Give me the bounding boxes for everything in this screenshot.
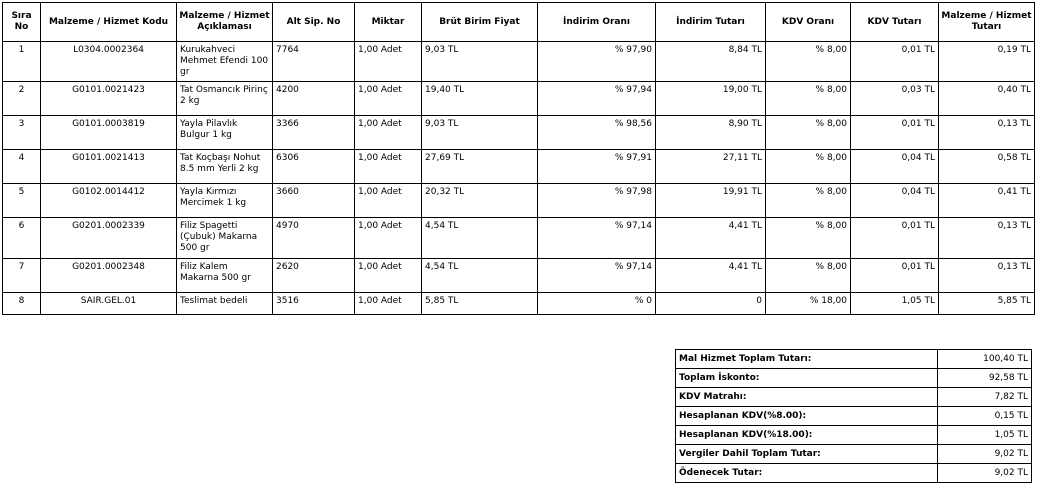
cell-kdv-tutar: 0,01 TL xyxy=(851,116,939,150)
cell-brut: 5,85 TL xyxy=(422,293,538,315)
cell-kdv-tutar: 0,04 TL xyxy=(851,184,939,218)
header-ind-tutar: İndirim Tutarı xyxy=(656,3,766,42)
cell-aciklama: Teslimat bedeli xyxy=(177,293,273,315)
totals-value: 9,02 TL xyxy=(938,464,1032,483)
table-header-row xyxy=(3,3,1035,42)
cell-kdv-oran: % 8,00 xyxy=(766,82,851,116)
totals-value: 100,40 TL xyxy=(938,350,1032,369)
cell-ind-tutar: 4,41 TL xyxy=(656,259,766,293)
header-alt-sip: Alt Sip. No xyxy=(273,3,355,42)
table-row xyxy=(3,42,1035,82)
cell-ind-oran: % 97,14 xyxy=(538,259,656,293)
totals-label: Toplam İskonto: xyxy=(676,369,938,388)
header-ind-oran: İndirim Oranı xyxy=(538,3,656,42)
header-sira: Sıra No xyxy=(3,3,41,42)
cell-ind-tutar: 0 xyxy=(656,293,766,315)
cell-aciklama: Tat Osmancık Pirinç 2 kg xyxy=(177,82,273,116)
totals-row xyxy=(676,369,1032,388)
totals-value: 7,82 TL xyxy=(938,388,1032,407)
cell-alt-sip: 6306 xyxy=(273,150,355,184)
cell-kod: L0304.0002364 xyxy=(41,42,177,82)
cell-alt-sip: 2620 xyxy=(273,259,355,293)
header-kdv-oran: KDV Oranı xyxy=(766,3,851,42)
totals-row xyxy=(676,388,1032,407)
cell-alt-sip: 4200 xyxy=(273,82,355,116)
cell-aciklama: Tat Koçbaşı Nohut 8.5 mm Yerli 2 kg xyxy=(177,150,273,184)
cell-ind-tutar: 19,91 TL xyxy=(656,184,766,218)
totals-row xyxy=(676,426,1032,445)
header-aciklama: Malzeme / Hizmet Açıklaması xyxy=(177,3,273,42)
cell-aciklama: Yayla Pilavlık Bulgur 1 kg xyxy=(177,116,273,150)
cell-kdv-oran: % 8,00 xyxy=(766,184,851,218)
table-row xyxy=(3,259,1035,293)
cell-ind-tutar: 8,84 TL xyxy=(656,42,766,82)
cell-kdv-oran: % 8,00 xyxy=(766,150,851,184)
cell-ind-oran: % 97,14 xyxy=(538,218,656,259)
invoice-items-table xyxy=(2,2,1035,315)
cell-alt-sip: 4970 xyxy=(273,218,355,259)
cell-brut: 4,54 TL xyxy=(422,218,538,259)
cell-kdv-tutar: 0,01 TL xyxy=(851,42,939,82)
cell-aciklama: Yayla Kırmızı Mercimek 1 kg xyxy=(177,184,273,218)
cell-aciklama: Kurukahveci Mehmet Efendi 100 gr xyxy=(177,42,273,82)
header-miktar: Miktar xyxy=(355,3,422,42)
cell-brut: 20,32 TL xyxy=(422,184,538,218)
cell-kdv-tutar: 0,01 TL xyxy=(851,218,939,259)
cell-kdv-oran: % 8,00 xyxy=(766,259,851,293)
cell-ind-tutar: 4,41 TL xyxy=(656,218,766,259)
totals-label: Ödenecek Tutar: xyxy=(676,464,938,483)
cell-sira: 4 xyxy=(3,150,41,184)
cell-aciklama: Filiz Spagetti (Çubuk) Makarna 500 gr xyxy=(177,218,273,259)
header-brut: Brüt Birim Fiyat xyxy=(422,3,538,42)
cell-kdv-tutar: 0,01 TL xyxy=(851,259,939,293)
cell-sira: 5 xyxy=(3,184,41,218)
header-tutar: Malzeme / Hizmet Tutarı xyxy=(939,3,1035,42)
cell-miktar: 1,00 Adet xyxy=(355,218,422,259)
cell-kod: G0101.0021413 xyxy=(41,150,177,184)
totals-body xyxy=(676,350,1032,483)
table-row xyxy=(3,184,1035,218)
cell-alt-sip: 3366 xyxy=(273,116,355,150)
cell-kod: G0102.0014412 xyxy=(41,184,177,218)
cell-alt-sip: 3516 xyxy=(273,293,355,315)
table-row xyxy=(3,150,1035,184)
cell-brut: 27,69 TL xyxy=(422,150,538,184)
cell-ind-tutar: 19,00 TL xyxy=(656,82,766,116)
cell-sira: 2 xyxy=(3,82,41,116)
cell-ind-tutar: 27,11 TL xyxy=(656,150,766,184)
totals-row xyxy=(676,350,1032,369)
totals-value: 9,02 TL xyxy=(938,445,1032,464)
totals-label: Hesaplanan KDV(%8.00): xyxy=(676,407,938,426)
cell-tutar: 5,85 TL xyxy=(939,293,1035,315)
table-row xyxy=(3,82,1035,116)
cell-alt-sip: 3660 xyxy=(273,184,355,218)
cell-kod: G0101.0003819 xyxy=(41,116,177,150)
header-kod: Malzeme / Hizmet Kodu xyxy=(41,3,177,42)
cell-tutar: 0,13 TL xyxy=(939,218,1035,259)
cell-tutar: 0,19 TL xyxy=(939,42,1035,82)
cell-brut: 19,40 TL xyxy=(422,82,538,116)
cell-miktar: 1,00 Adet xyxy=(355,42,422,82)
cell-ind-oran: % 97,94 xyxy=(538,82,656,116)
cell-tutar: 0,41 TL xyxy=(939,184,1035,218)
cell-miktar: 1,00 Adet xyxy=(355,259,422,293)
header-kdv-tutar: KDV Tutarı xyxy=(851,3,939,42)
cell-sira: 8 xyxy=(3,293,41,315)
totals-label: Mal Hizmet Toplam Tutarı: xyxy=(676,350,938,369)
cell-kdv-tutar: 0,04 TL xyxy=(851,150,939,184)
cell-tutar: 0,40 TL xyxy=(939,82,1035,116)
items-body xyxy=(3,42,1035,315)
cell-tutar: 0,58 TL xyxy=(939,150,1035,184)
totals-value: 92,58 TL xyxy=(938,369,1032,388)
cell-kdv-oran: % 18,00 xyxy=(766,293,851,315)
totals-label: Hesaplanan KDV(%18.00): xyxy=(676,426,938,445)
totals-value: 1,05 TL xyxy=(938,426,1032,445)
cell-kdv-oran: % 8,00 xyxy=(766,42,851,82)
cell-kdv-oran: % 8,00 xyxy=(766,218,851,259)
cell-ind-oran: % 0 xyxy=(538,293,656,315)
cell-ind-oran: % 98,56 xyxy=(538,116,656,150)
cell-miktar: 1,00 Adet xyxy=(355,116,422,150)
cell-brut: 4,54 TL xyxy=(422,259,538,293)
cell-sira: 6 xyxy=(3,218,41,259)
cell-miktar: 1,00 Adet xyxy=(355,293,422,315)
cell-tutar: 0,13 TL xyxy=(939,259,1035,293)
cell-miktar: 1,00 Adet xyxy=(355,82,422,116)
cell-kdv-oran: % 8,00 xyxy=(766,116,851,150)
cell-brut: 9,03 TL xyxy=(422,116,538,150)
cell-sira: 1 xyxy=(3,42,41,82)
cell-kod: G0201.0002348 xyxy=(41,259,177,293)
cell-miktar: 1,00 Adet xyxy=(355,150,422,184)
totals-table xyxy=(675,349,1032,483)
cell-kdv-tutar: 0,03 TL xyxy=(851,82,939,116)
cell-sira: 7 xyxy=(3,259,41,293)
table-row xyxy=(3,218,1035,259)
cell-alt-sip: 7764 xyxy=(273,42,355,82)
cell-sira: 3 xyxy=(3,116,41,150)
cell-ind-oran: % 97,90 xyxy=(538,42,656,82)
cell-kdv-tutar: 1,05 TL xyxy=(851,293,939,315)
totals-row xyxy=(676,445,1032,464)
cell-kod: G0101.0021423 xyxy=(41,82,177,116)
cell-ind-oran: % 97,91 xyxy=(538,150,656,184)
table-row xyxy=(3,293,1035,315)
cell-miktar: 1,00 Adet xyxy=(355,184,422,218)
totals-value: 0,15 TL xyxy=(938,407,1032,426)
cell-kod: SAIR.GEL.01 xyxy=(41,293,177,315)
totals-label: Vergiler Dahil Toplam Tutar: xyxy=(676,445,938,464)
cell-tutar: 0,13 TL xyxy=(939,116,1035,150)
cell-aciklama: Filiz Kalem Makarna 500 gr xyxy=(177,259,273,293)
cell-kod: G0201.0002339 xyxy=(41,218,177,259)
cell-brut: 9,03 TL xyxy=(422,42,538,82)
totals-row xyxy=(676,407,1032,426)
table-row xyxy=(3,116,1035,150)
cell-ind-oran: % 97,98 xyxy=(538,184,656,218)
cell-ind-tutar: 8,90 TL xyxy=(656,116,766,150)
totals-label: KDV Matrahı: xyxy=(676,388,938,407)
totals-row xyxy=(676,464,1032,483)
